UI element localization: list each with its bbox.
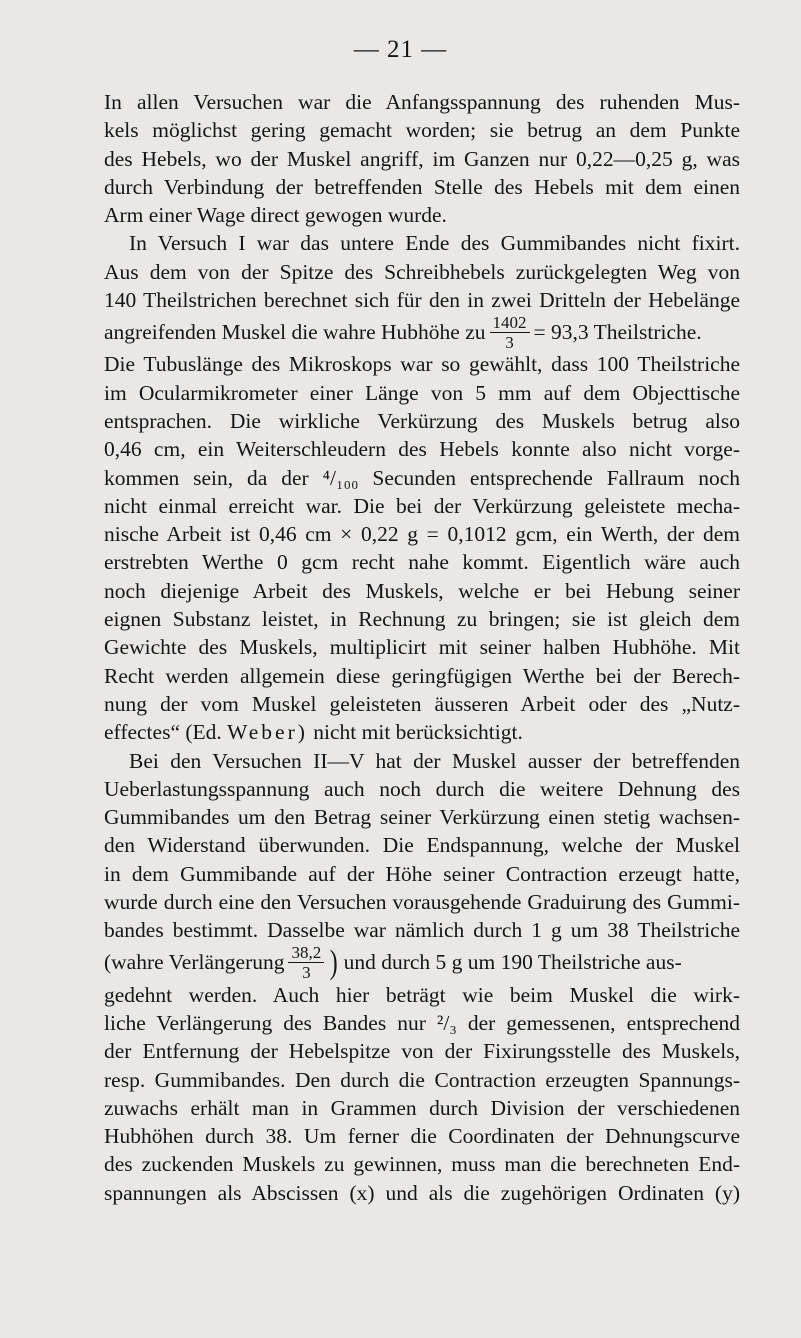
text-line: noch diejenige Arbeit des Muskels, welche er bei Hebung seiner [104, 578, 740, 603]
text-line: nicht einmal erreicht war. Die bei der Verkürzung geleistete mecha- [104, 493, 740, 518]
text-line: Gummibandes um den Betrag seiner Verkürzung einen stetig wachsen- [104, 805, 740, 830]
text-line: liche Verlängerung des Bandes nur ²/₃ der gemessenen, entsprechend [104, 1010, 740, 1035]
text-line: in dem Gummibande auf der Höhe seiner Contraction erzeugt hatte, [104, 861, 740, 886]
body-text [104, 88, 740, 1207]
weber-text-before: effectes“ (Ed. [104, 720, 222, 745]
text-line: resp. Gummibandes. Den durch die Contraction erzeugten Spannungs- [104, 1067, 740, 1092]
fraction [490, 314, 530, 351]
text-line-weber [104, 718, 740, 746]
text-line: In allen Versuchen war die Anfangsspannung des ruhenden Mus- [104, 90, 740, 114]
text-line: Hubhöhen durch 38. Um ferner die Coordinaten der Dehnungscurve [104, 1124, 740, 1149]
text-line: eignen Substanz leistet, in Rechnung zu bringen; sie ist gleich dem [104, 607, 740, 632]
fraction-numerator: 38,2 [288, 944, 324, 963]
formula-line-verlaengerung [104, 945, 740, 981]
fraction-denominator: 3 [302, 963, 311, 983]
text-line: im Ocularmikrometer einer Länge von 5 mm auf dem Objecttische [104, 380, 740, 405]
fraction-denominator: 3 [505, 332, 514, 352]
page-number: — 21 — [353, 36, 448, 63]
text-line: Ueberlastungsspannung auch noch durch die weitere Dehnung des [104, 776, 740, 801]
weber-text-after: nicht mit berücksichtigt. [313, 720, 523, 745]
text-line: 140 Theilstrichen berechnet sich für den in zwei Dritteln der Hebelänge [104, 288, 740, 313]
formula-text-before: (wahre Verlängerung [104, 950, 285, 975]
text-line: 0,46 cm, ein Weiterschleudern des Hebels konnte also nicht vorge- [104, 437, 740, 462]
text-line: wurde durch eine den Versuchen vorausgehende Graduirung des Gummi- [104, 890, 740, 915]
text-line: Bei den Versuchen II—V hat der Muskel ausser der betreffenden [129, 748, 740, 773]
author-name-weber: Weber) [227, 720, 308, 745]
formula-line-hubhoehe [104, 314, 740, 350]
text-line: Die Tubuslänge des Mikroskops war so gewählt, dass 100 Theilstriche [104, 352, 740, 377]
text-line: Arm einer Wage direct gewogen wurde. [104, 203, 447, 228]
text-line: des Hebels, wo der Muskel angriff, im Ganzen nur 0,22—0,25 g, was [104, 146, 740, 171]
fraction [288, 944, 324, 981]
closing-parenthesis: ) [329, 943, 338, 981]
text-line: gedehnt werden. Auch hier beträgt wie beim Muskel die wirk- [104, 982, 740, 1007]
text-line: spannungen als Abscissen (x) und als die zugehörigen Ordinaten (y) [104, 1180, 740, 1205]
text-line: nung der vom Muskel geleisteten äusseren Arbeit oder des „Nutz- [104, 691, 740, 716]
text-line: Gewichte des Muskels, multiplicirt mit seiner halben Hubhöhe. Mit [104, 635, 740, 660]
text-line: durch Verbindung der betreffenden Stelle des Hebels mit dem einen [104, 174, 740, 199]
text-line: entsprachen. Die wirkliche Verkürzung des Muskels betrug also [104, 408, 740, 433]
text-line: des zuckenden Muskels zu gewinnen, muss man die berechneten End- [104, 1152, 740, 1177]
text-line: zuwachs erhält man in Grammen durch Division der verschiedenen [104, 1095, 740, 1120]
text-line: der Entfernung der Hebelspitze von der Fixirungsstelle des Muskels, [104, 1039, 740, 1064]
text-line: erstrebten Werthe 0 gcm recht nahe kommt. Eigentlich wäre auch [104, 550, 740, 575]
text-line: den Widerstand überwunden. Die Endspannung, welche der Muskel [104, 833, 740, 858]
text-line: In Versuch I war das untere Ende des Gummibandes nicht fixirt. [129, 231, 740, 256]
text-line: bandes bestimmt. Dasselbe war nämlich durch 1 g um 38 Theilstriche [104, 918, 740, 943]
text-line: Aus dem von der Spitze des Schreibhebels zurückgelegten Weg von [104, 259, 740, 284]
fraction-numerator: 1402 [490, 314, 530, 333]
formula-text-after: = 93,3 Theilstriche. [533, 320, 702, 345]
text-line: Recht werden allgemein diese geringfügigen Werthe bei der Berech- [104, 663, 740, 688]
text-line: kels möglichst gering gemacht worden; sie betrug an dem Punkte [104, 118, 740, 143]
text-line: kommen sein, da der ⁴/₁₀₀ Secunden entsprechende Fallraum noch [104, 465, 740, 490]
formula-text-after: und durch 5 g um 190 Theilstriche aus- [343, 950, 682, 975]
text-line: nische Arbeit ist 0,46 cm × 0,22 g = 0,1012 gcm, ein Werth, der dem [104, 522, 740, 547]
formula-text-before: angreifenden Muskel die wahre Hubhöhe zu [104, 320, 486, 345]
